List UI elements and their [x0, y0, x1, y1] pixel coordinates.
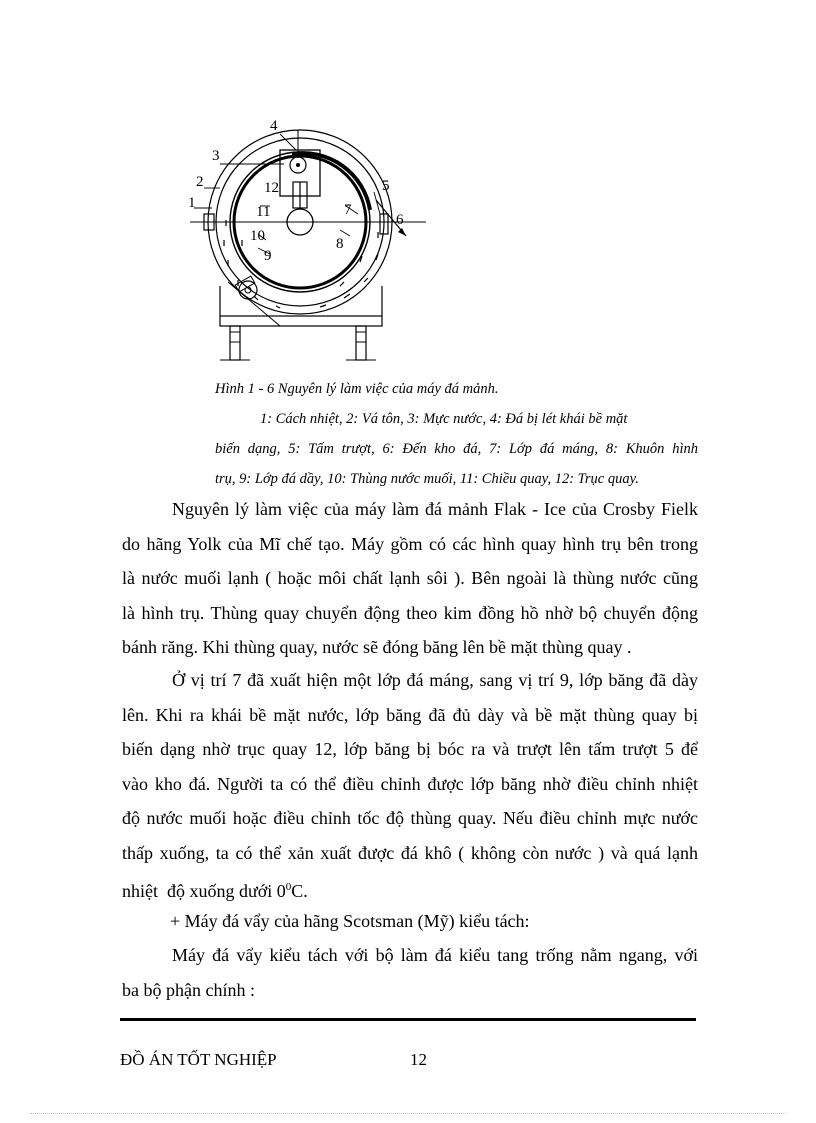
text-line: + Máy đá vẩy của hãng Scotsman (Mỹ) kiểu tách: — [170, 911, 530, 931]
paragraph-separation — [122, 938, 698, 1007]
text-line — [122, 870, 698, 905]
paragraph-scotsman — [122, 904, 698, 939]
text-line: Ở vị trí 7 đã xuất hiện một lớp đá máng, sang vị trí 9, lớp băng đã dày — [172, 670, 698, 690]
footer-title: ĐỒ ÁN TỐT NGHIỆP — [120, 1050, 277, 1069]
label-2: 2 — [196, 174, 204, 190]
label-8: 8 — [336, 236, 344, 252]
paragraph-principle — [122, 492, 698, 665]
label-5: 5 — [382, 178, 390, 194]
temperature-unit: C. — [291, 881, 308, 901]
label-12: 12 — [264, 180, 279, 196]
text-line: là nước muối lạnh ( hoặc môi chất lạnh sôi ). Bên ngoài là thùng nước cũng — [122, 568, 698, 588]
page-edge-divider — [30, 1113, 786, 1114]
text-line: do hãng Yolk của Mĩ chế tạo. Máy gồm có các hình quay hình trụ bên trong — [122, 533, 698, 554]
text-line: biến dạng nhờ trục quay 12, lớp băng bị bóc ra và trượt lên tấm trượt 5 để — [122, 739, 698, 759]
caption-title: Hình 1 - 6 Nguyên lý làm việc của máy đá mảnh. — [215, 381, 499, 397]
label-4: 4 — [270, 118, 278, 134]
text-line: là hình trụ. Thùng quay chuyển động theo kim đồng hồ nhờ bộ chuyển động — [122, 602, 698, 623]
superscript: 0 — [285, 881, 292, 893]
flake-ice-machine-diagram — [180, 110, 440, 370]
text-line: Nguyên lý làm việc của máy làm đá mảnh Flak - Ice của Crosby Fielk — [172, 499, 698, 519]
label-7: 7 — [344, 202, 352, 218]
text-line: lên. Khi ra khái bề mặt nước, lớp băng đã đủ dày và bề mặt thùng quay bị — [122, 704, 698, 725]
temperature-text: nhiệt độ xuống dưới 0 — [122, 881, 286, 901]
caption-legend-line: trụ, 9: Lớp đá dầy, 10: Thùng nước muối, 11: Chiều quay, 12: Trục quay. — [215, 471, 639, 487]
text-line: ba bộ phận chính : — [122, 979, 255, 1000]
caption-legend-line: 1: Cách nhiệt, 2: Vá tôn, 3: Mực nước, 4: Đá bị lét khái bề mặt — [260, 411, 628, 427]
text-line: thấp xuống, ta có thể xản xuất được đá khô ( không còn nước ) và quá lạnh — [122, 842, 698, 863]
caption-legend-line: biến dạng, 5: Tấm trượt, 6: Đến kho đá, 7: Lớp đá máng, 8: Khuôn hình — [215, 441, 698, 457]
label-11: 11 — [256, 204, 271, 220]
label-6: 6 — [396, 212, 404, 228]
text-line: vào kho đá. Người ta có thể điều chỉnh được lớp băng nhờ điều chỉnh nhiệt — [122, 773, 698, 794]
label-3: 3 — [212, 148, 220, 164]
text-line: độ nước muối hoặc điều chỉnh tốc độ thùng quay. Nếu điều chỉnh mực nước — [122, 808, 698, 828]
label-10: 10 — [250, 228, 265, 244]
label-9: 9 — [264, 248, 272, 264]
page-number: 12 — [410, 1050, 427, 1069]
text-line: Máy đá vẩy kiểu tách với bộ làm đá kiểu tang trống nằm ngang, với — [172, 945, 698, 965]
label-1: 1 — [188, 195, 196, 211]
paragraph-ice-layer — [122, 663, 698, 905]
footer-rule — [120, 1018, 696, 1021]
text-line: bánh răng. Khi thùng quay, nước sẽ đóng băng lên bề mặt thùng quay . — [122, 637, 632, 657]
